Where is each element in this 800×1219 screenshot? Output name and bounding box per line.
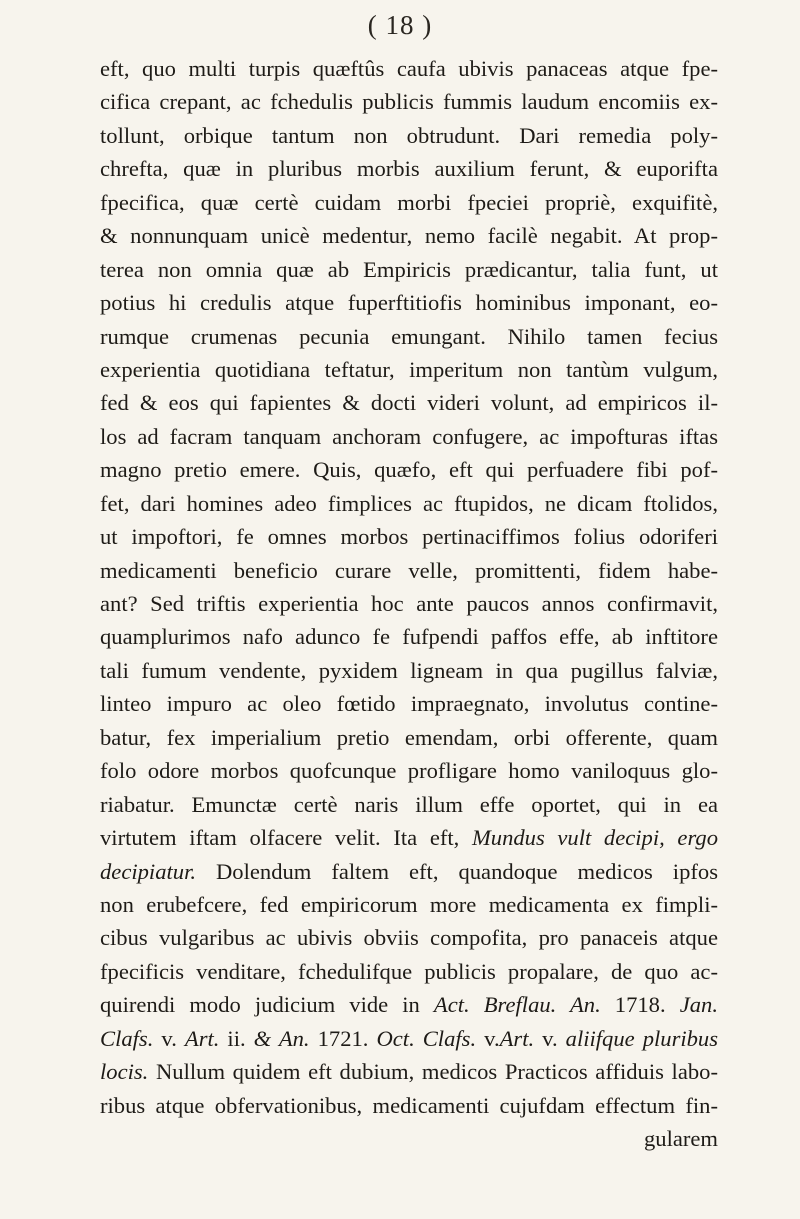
text-segment: non erubefcere, fed empiricorum more medicamenta ex fimpli- xyxy=(100,891,718,917)
text-segment: magno pretio emere. Quis, quæfo, eft qui perfuadere fibi pof- xyxy=(100,457,718,483)
text-line xyxy=(100,788,718,821)
italic-text-segment: & An. xyxy=(253,1025,310,1051)
text-line xyxy=(100,1055,718,1088)
italic-text-segment: Jan. xyxy=(679,992,718,1018)
text-segment: tali fumum vendente, pyxidem ligneam in qua pugillus falviæ, xyxy=(100,657,718,683)
text-line xyxy=(100,386,718,419)
text-segment: riabatur. Emunctæ certè naris illum effe oportet, qui in ea xyxy=(100,791,718,817)
text-segment: folo odore morbos quofcunque profligare homo vaniloquus glo- xyxy=(100,758,718,784)
text-line xyxy=(100,487,718,520)
text-segment: rumque crumenas pecunia emungant. Nihilo tamen fecius xyxy=(100,323,718,349)
text-segment: batur, fex imperialium pretio emendam, orbi offerente, quam xyxy=(100,724,718,750)
text-line xyxy=(100,988,718,1021)
text-segment: ii. xyxy=(219,1025,254,1051)
text-segment: v. xyxy=(476,1025,500,1051)
body-text xyxy=(100,52,718,1155)
italic-text-segment: Mundus vult decipi, ergo xyxy=(471,825,718,851)
text-line xyxy=(100,554,718,587)
text-segment: chrefta, quæ in pluribus morbis auxilium ferunt, & euporifta xyxy=(100,156,718,182)
italic-text-segment: locis. xyxy=(100,1059,149,1085)
text-line xyxy=(100,1089,718,1122)
text-line xyxy=(100,119,718,152)
text-line xyxy=(100,821,718,854)
page-number: ( 18 ) xyxy=(367,10,433,40)
text-segment: Dolendum faltem eft, quandoque medicos ipfos xyxy=(196,858,718,884)
text-line xyxy=(100,453,718,486)
text-line xyxy=(100,587,718,620)
text-segment: v. xyxy=(534,1025,566,1051)
text-line xyxy=(100,85,718,118)
text-segment: v. xyxy=(153,1025,185,1051)
text-segment: fpecifica, quæ certè cuidam morbi fpeciei propriè, exquifitè, xyxy=(100,189,718,215)
italic-text-segment: Art. xyxy=(499,1025,535,1051)
text-segment: fet, dari homines adeo fimplices ac ftupidos, ne dicam ftolidos, xyxy=(100,490,718,516)
text-segment: tollunt, orbique tantum non obtrudunt. Dari remedia poly- xyxy=(100,122,718,148)
text-line xyxy=(100,152,718,185)
text-segment: fed & eos qui fapientes & docti videri volunt, ad empiricos il- xyxy=(100,390,718,416)
text-segment: gularem xyxy=(643,1126,718,1151)
text-line xyxy=(100,286,718,319)
text-segment: quirendi modo judicium vide in xyxy=(100,992,434,1018)
text-segment: fpecificis venditare, fchedulifque publicis propalare, de quo ac- xyxy=(100,958,718,984)
italic-text-segment: aliifque pluribus xyxy=(565,1025,718,1051)
text-segment: cibus vulgaribus ac ubivis obviis compofita, pro panaceis atque xyxy=(100,925,718,951)
text-segment: linteo impuro ac oleo fœtido impraegnato, involutus contine- xyxy=(100,691,718,717)
text-line xyxy=(100,721,718,754)
italic-text-segment: Art. xyxy=(184,1025,220,1051)
text-line xyxy=(100,888,718,921)
italic-text-segment: Act. Breflau. An. xyxy=(433,992,601,1018)
text-segment: ut impoftori, fe omnes morbos pertinaciffimos folius odoriferi xyxy=(100,524,718,550)
italic-text-segment: Clafs. xyxy=(100,1025,154,1051)
text-segment: experientia quotidiana teftatur, imperitum non tantùm vulgum, xyxy=(100,356,718,382)
text-segment: ant? Sed triftis experientia hoc ante paucos annos confirmavit, xyxy=(100,591,718,616)
text-line xyxy=(100,1122,718,1155)
text-segment: virtutem iftam olfacere velit. Ita eft, xyxy=(100,825,472,851)
text-segment: quamplurimos nafo adunco fe fufpendi paffos effe, ab inftitore xyxy=(100,624,718,650)
text-segment: 1718. xyxy=(600,992,680,1018)
text-line xyxy=(100,620,718,653)
italic-text-segment: decipiatur. xyxy=(100,858,197,884)
text-line xyxy=(100,186,718,219)
text-line xyxy=(100,955,718,988)
text-line xyxy=(100,687,718,720)
text-segment: cifica crepant, ac fchedulis publicis fummis laudum encomiis ex- xyxy=(100,89,718,115)
text-segment: & nonnunquam unicè medentur, nemo facilè negabit. At prop- xyxy=(100,223,718,249)
text-line xyxy=(100,921,718,954)
italic-text-segment: Oct. Clafs. xyxy=(376,1025,477,1051)
text-line xyxy=(100,320,718,353)
text-line xyxy=(100,219,718,252)
text-segment: medicamenti beneficio curare velle, promittenti, fidem habe- xyxy=(100,557,718,583)
text-line xyxy=(100,353,718,386)
text-segment: potius hi credulis atque fuperftitiofis hominibus imponant, eo- xyxy=(100,290,718,316)
text-line xyxy=(100,52,718,85)
text-segment: eft, quo multi turpis quæftûs caufa ubivis panaceas atque fpe- xyxy=(100,56,718,81)
text-line xyxy=(100,654,718,687)
text-line xyxy=(100,754,718,787)
text-line xyxy=(100,420,718,453)
text-segment: los ad facram tanquam anchoram confugere, ac impofturas iftas xyxy=(100,423,718,449)
text-segment: terea non omnia quæ ab Empiricis prædicantur, talia funt, ut xyxy=(100,256,718,282)
text-segment: 1721. xyxy=(309,1025,377,1051)
text-line xyxy=(100,855,718,888)
text-segment: ribus atque obfervationibus, medicamenti cujufdam effectum fin- xyxy=(100,1092,718,1118)
text-line xyxy=(100,253,718,286)
text-line xyxy=(100,520,718,553)
text-segment: Nullum quidem eft dubium, medicos Practicos affiduis labo- xyxy=(148,1059,718,1085)
text-line xyxy=(100,1022,718,1055)
